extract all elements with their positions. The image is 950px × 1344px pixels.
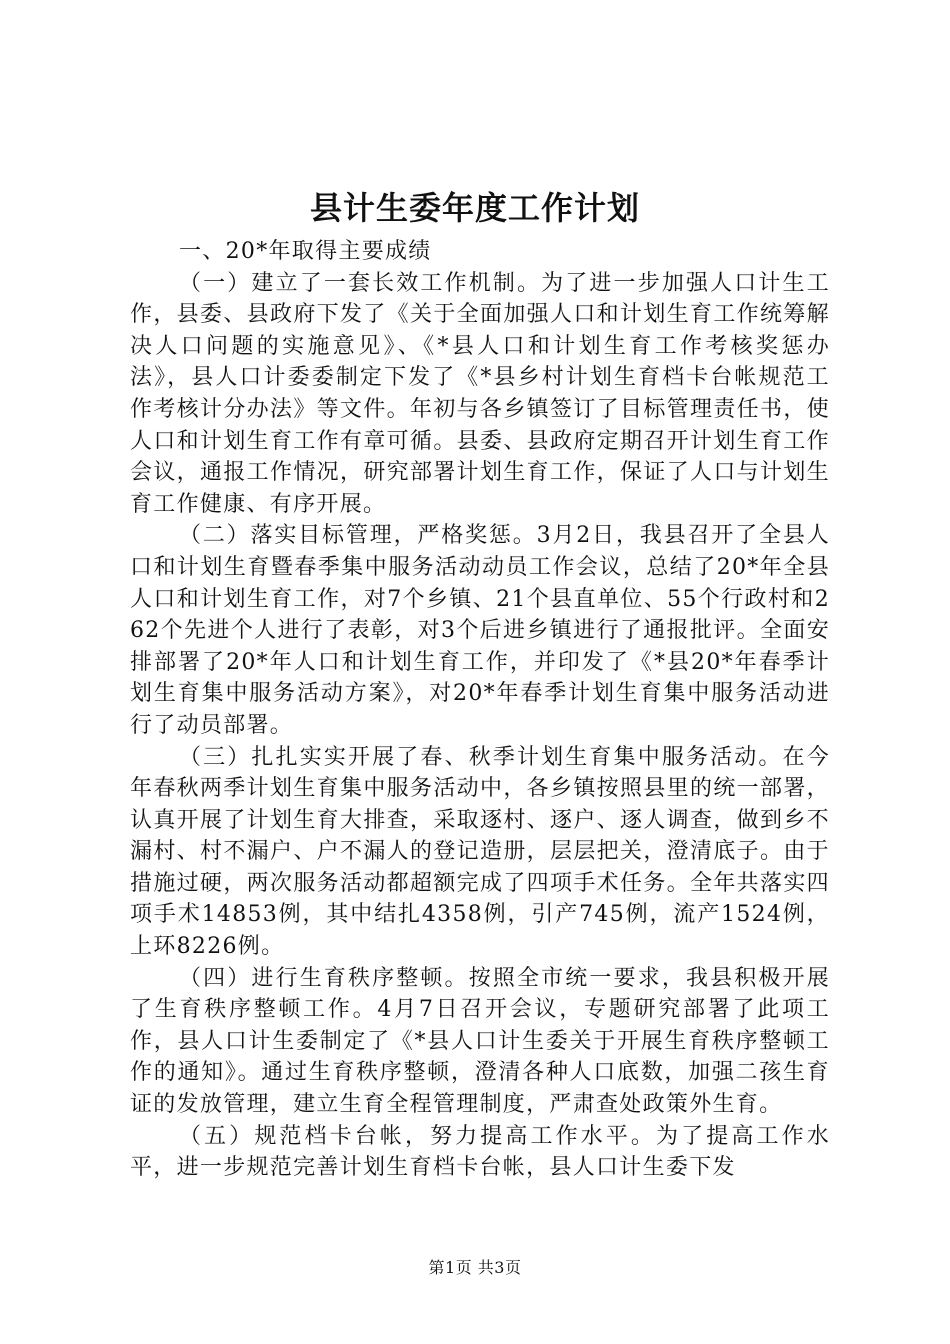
section-heading: 一、20*年取得主要成绩 xyxy=(179,239,432,264)
document-body xyxy=(130,236,830,1184)
paragraph-4: （四）进行生育秩序整顿。按照全市统一要求，我县积极开展了生育秩序整顿工作。4月7日召开会议，专题研究部署了此项工作，县人口计生委制定了《*县人口计生委关于开展生育秩序整顿工作的通知》。通过生育秩序整顿，澄清各种人口底数，加强二孩生育证的发放管理，建立生育全程管理制度，严肃查处政策外生育。 xyxy=(130,965,830,1118)
page-footer: 第1页 共3页 xyxy=(428,1258,522,1277)
paragraph-2: （二）落实目标管理，严格奖惩。3月2日，我县召开了全县人口和计划生育暨春季集中服务活动动员工作会议，总结了20*年全县人口和计划生育工作，对7个乡镇、21个县直单位、55个行政村和262个先进个人进行了表彰，对3个后进乡镇进行了通报批评。全面安排部署了20*年人口和计划生育工作，并印发了《*县20*年春季计划生育集中服务活动方案》，对20*年春季计划生育集中服务活动进行了动员部署。 xyxy=(130,523,830,738)
paragraph-3: （三）扎扎实实开展了春、秋季计划生育集中服务活动。在今年春秋两季计划生育集中服务活动中，各乡镇按照县里的统一部署，认真开展了计划生育大排查，采取逐村、逐户、逐人调查，做到乡不漏村、村不漏户、户不漏人的登记造册，层层把关，澄清底子。由于措施过硬，两次服务活动都超额完成了四项手术任务。全年共落实四项手术14853例，其中结扎4358例，引产745例，流产1524例，上环8226例。 xyxy=(130,744,830,960)
paragraph-5: （五）规范档卡台帐，努力提高工作水平。为了提高工作水平，进一步规范完善计划生育档卡台帐，县人口计生委下发 xyxy=(130,1123,830,1181)
paragraph-1: （一）建立了一套长效工作机制。为了进一步加强人口计生工作，县委、县政府下发了《关于全面加强人口和计划生育工作统筹解决人口问题的实施意见》、《*县人口和计划生育工作考核奖惩办法》，县人口计委委制定下发了《*县乡村计划生育档卡台帐规范工作考核计分办法》等文件。年初与各乡镇签订了目标管理责任书，使人口和计划生育工作有章可循。县委、县政府定期召开计划生育工作会议，通报工作情况，研究部署计划生育工作，保证了人口与计划生育工作健康、有序开展。 xyxy=(130,270,830,517)
document-title: 县计生委年度工作计划 xyxy=(309,189,640,227)
